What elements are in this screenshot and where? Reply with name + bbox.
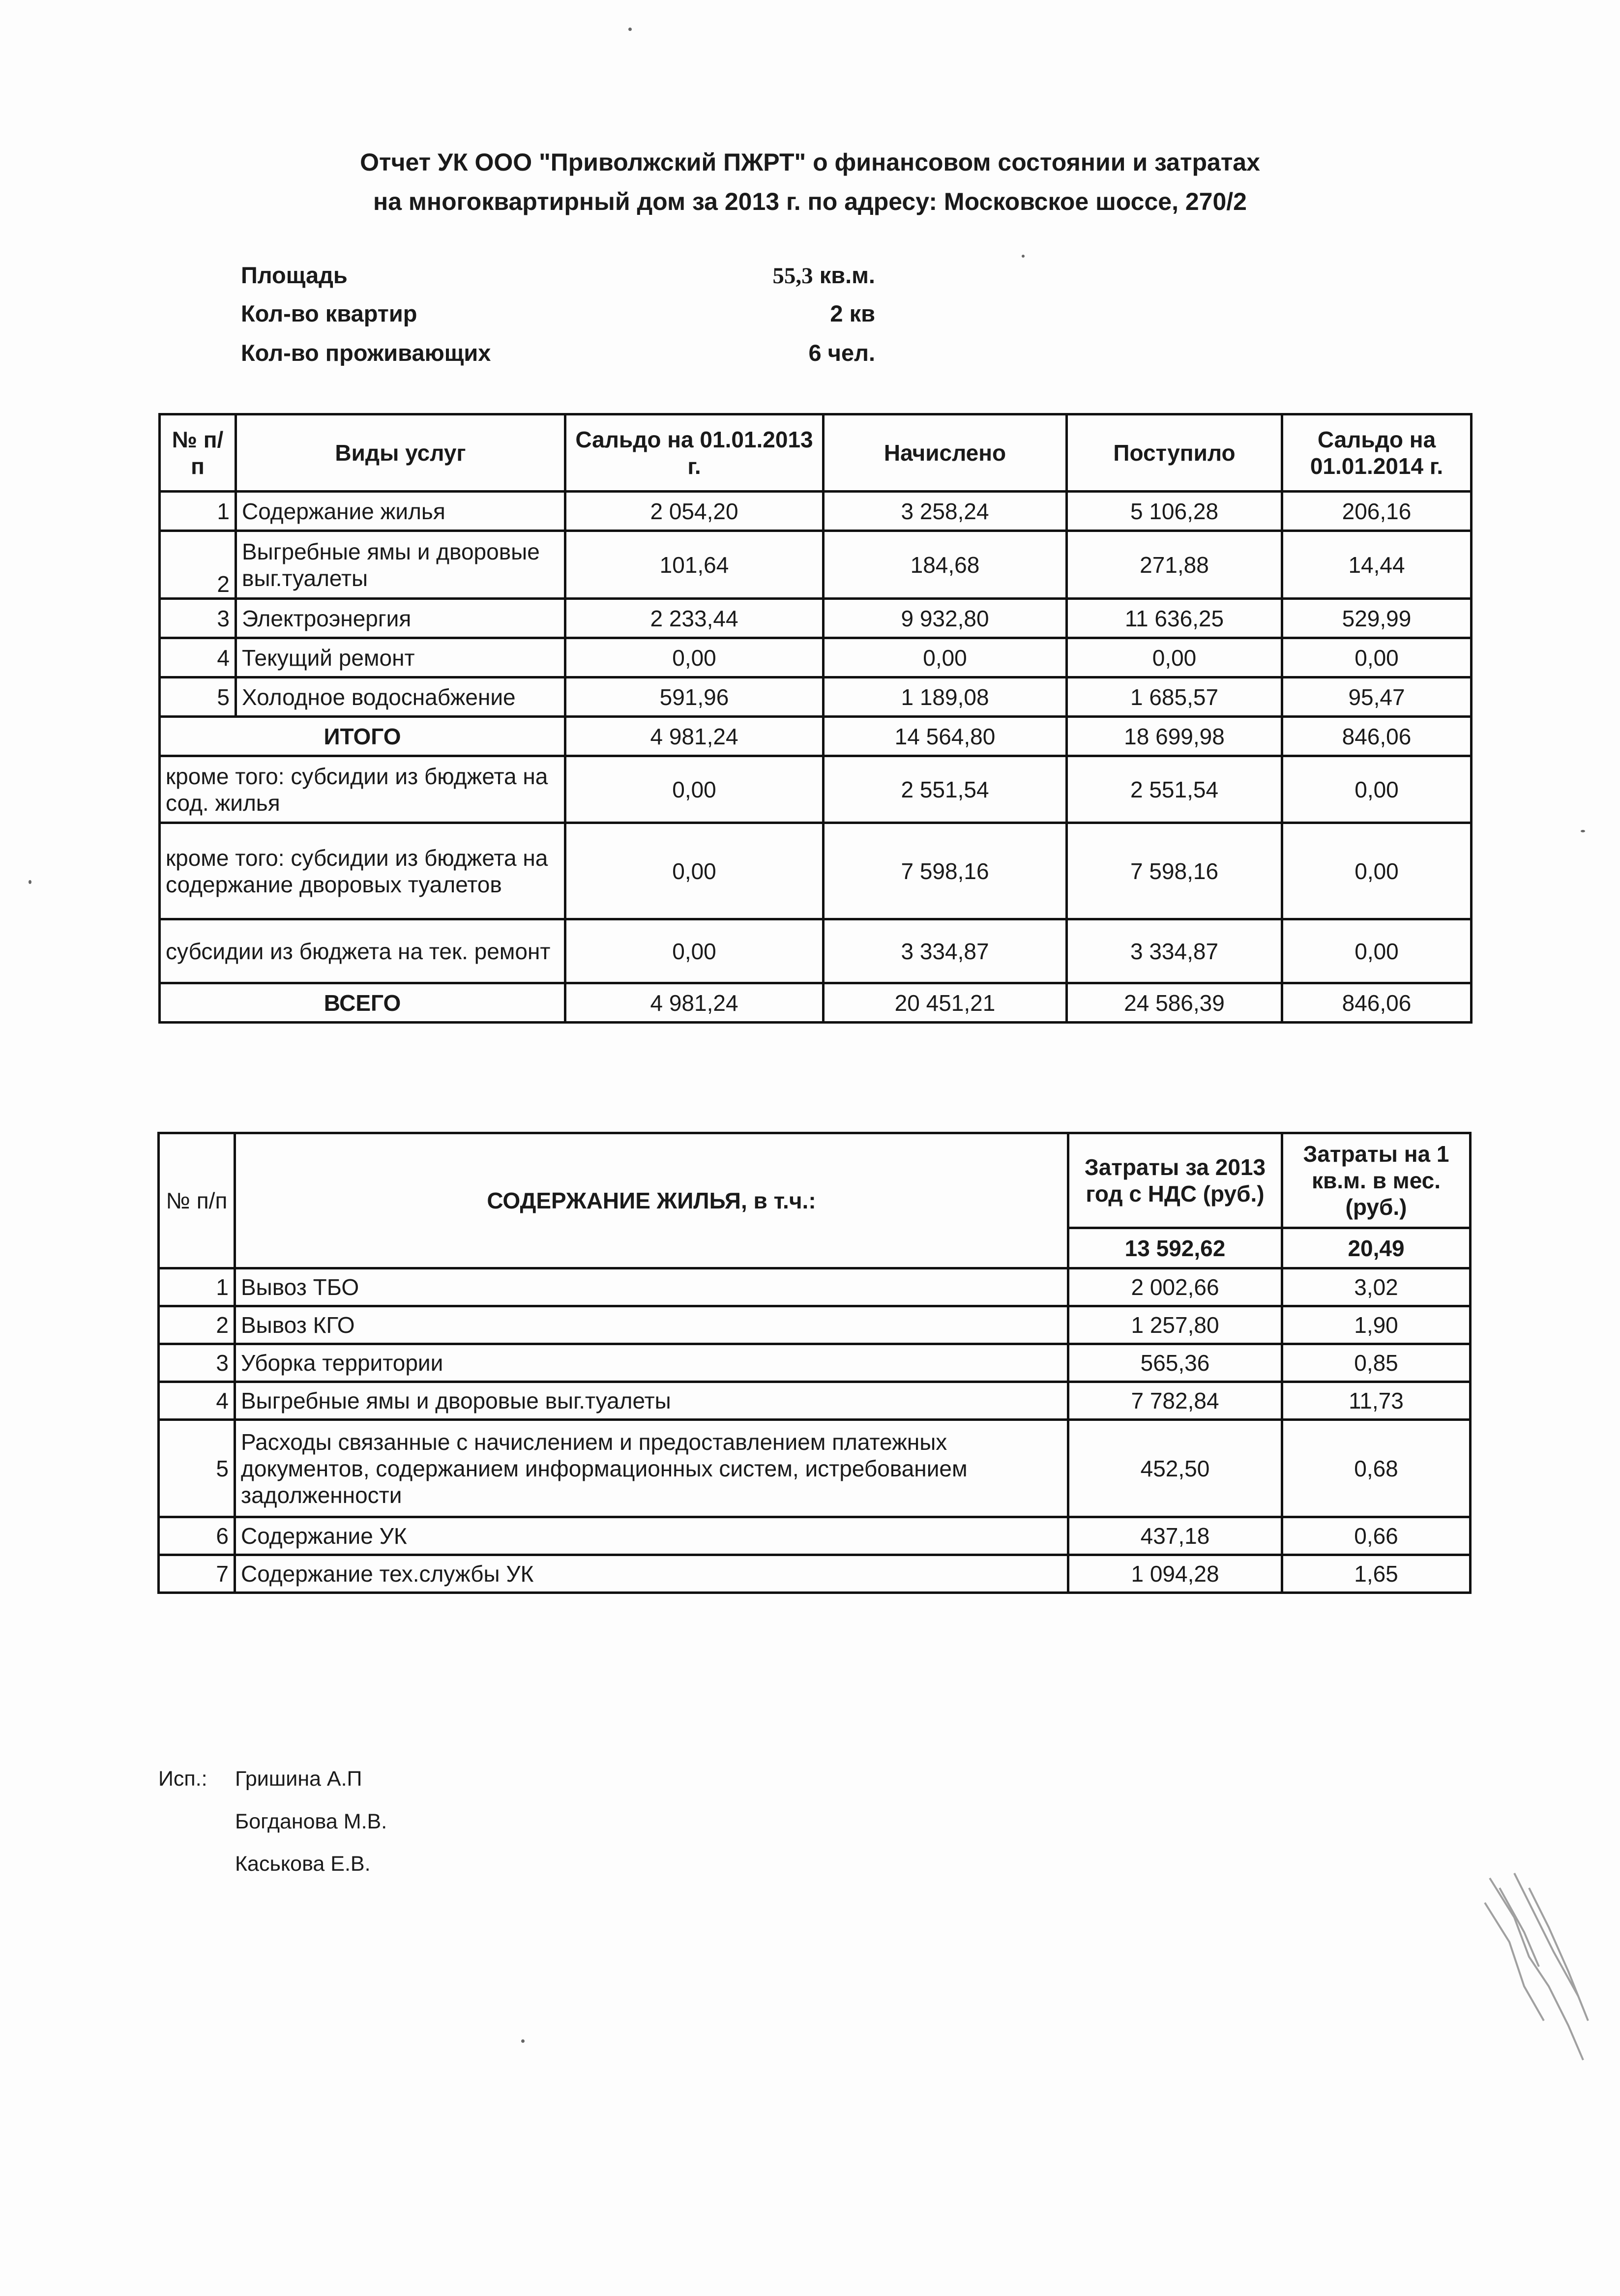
table-row — [159, 1268, 1471, 1306]
row-saldo-end: 0,00 — [1282, 638, 1472, 677]
subsidy-label: кроме того: субсидии из бюджета на содержание дворовых туалетов — [160, 823, 565, 919]
subsidy-received: 2 551,54 — [1067, 756, 1282, 823]
cost-row-name: Выгребные ямы и дворовые выг.туалеты — [235, 1382, 1068, 1420]
cost-row-monthly: 0,85 — [1282, 1344, 1471, 1382]
row-saldo-start: 2 233,44 — [565, 599, 824, 638]
residents-number: 6 — [808, 340, 822, 366]
row-num: 4 — [160, 638, 236, 677]
row-service: Содержание жилья — [236, 492, 565, 531]
table-row — [160, 638, 1472, 677]
apartments-label: Кол-во квартир — [241, 300, 417, 326]
subsidy-saldo-start: 0,00 — [565, 919, 824, 983]
subsidy-row — [160, 823, 1472, 919]
row-charged: 0,00 — [824, 638, 1067, 677]
row-charged: 3 258,24 — [824, 492, 1067, 531]
subsidy-label: кроме того: субсидии из бюджета на сод. жилья — [160, 756, 565, 823]
row-saldo-start: 2 054,20 — [565, 492, 824, 531]
cost-row-name: Вывоз КГО — [235, 1306, 1068, 1344]
total-row — [160, 717, 1472, 756]
scan-speck — [628, 28, 632, 31]
scan-speck — [1581, 830, 1585, 832]
row-num: 2 — [160, 531, 236, 599]
report-title-line1: Отчет УК ООО "Приволжский ПЖРТ" о финансовом состоянии и затратах — [360, 148, 1260, 176]
row-service: Выгребные ямы и дворовые выг.туалеты — [236, 531, 565, 599]
residents-unit: чел. — [827, 340, 875, 366]
grand-total-label: ВСЕГО — [160, 983, 565, 1023]
cost-total-monthly: 20,49 — [1282, 1228, 1471, 1268]
total-saldo-end: 846,06 — [1282, 717, 1472, 756]
row-received: 271,88 — [1067, 531, 1282, 599]
cost-row-monthly: 0,66 — [1282, 1517, 1471, 1555]
table-row — [160, 599, 1472, 638]
subsidy-row — [160, 919, 1472, 983]
subsidy-row — [160, 756, 1472, 823]
row-service: Холодное водоснабжение — [236, 677, 565, 717]
residents-label: Кол-во проживающих — [241, 340, 491, 366]
row-received: 0,00 — [1067, 638, 1282, 677]
subsidy-saldo-end: 0,00 — [1282, 756, 1472, 823]
table-row — [160, 492, 1472, 531]
row-received: 11 636,25 — [1067, 599, 1282, 638]
cost-row-name: Содержание УК — [235, 1517, 1068, 1555]
area-number: 55,3 — [772, 263, 813, 289]
area-value — [767, 261, 875, 291]
cost-row-name: Содержание тех.службы УК — [235, 1555, 1068, 1593]
table-row — [159, 1517, 1471, 1555]
cost-header-monthly: Затраты на 1 кв.м. в мес. (руб.) — [1282, 1133, 1471, 1228]
grand-total-saldo-end: 846,06 — [1282, 983, 1472, 1023]
header-saldo-start: Сальдо на 01.01.2013 г. — [565, 414, 824, 492]
cost-row-year: 2 002,66 — [1068, 1268, 1282, 1306]
row-received: 5 106,28 — [1067, 492, 1282, 531]
grand-total-saldo-start: 4 981,24 — [565, 983, 824, 1023]
cost-row-monthly: 1,90 — [1282, 1306, 1471, 1344]
cost-row-num: 4 — [159, 1382, 235, 1420]
row-saldo-start: 591,96 — [565, 677, 824, 717]
row-num: 5 — [160, 677, 236, 717]
row-saldo-end: 95,47 — [1282, 677, 1472, 717]
cost-row-year: 452,50 — [1068, 1420, 1282, 1517]
row-saldo-end: 529,99 — [1282, 599, 1472, 638]
finance-table — [158, 413, 1473, 1024]
header-num: № п/п — [160, 414, 236, 492]
grand-total-received: 24 586,39 — [1067, 983, 1282, 1023]
cost-row-num: 7 — [159, 1555, 235, 1593]
header-charged: Начислено — [824, 414, 1067, 492]
subsidy-charged: 2 551,54 — [824, 756, 1067, 823]
cost-table — [157, 1132, 1472, 1594]
cost-row-year: 565,36 — [1068, 1344, 1282, 1382]
row-num: 1 — [160, 492, 236, 531]
finance-header-row — [160, 414, 1472, 492]
total-label: ИТОГО — [160, 717, 565, 756]
header-saldo-end: Сальдо на 01.01.2014 г. — [1282, 414, 1472, 492]
subsidy-saldo-start: 0,00 — [565, 823, 824, 919]
subsidy-saldo-end: 0,00 — [1282, 919, 1472, 983]
cost-header-row — [159, 1133, 1471, 1228]
cost-row-year: 437,18 — [1068, 1517, 1282, 1555]
row-saldo-end: 206,16 — [1282, 492, 1472, 531]
report-title-line2: на многоквартирный дом за 2013 г. по адресу: Московское шоссе, 270/2 — [373, 188, 1247, 215]
table-row — [160, 531, 1472, 599]
cost-row-num: 1 — [159, 1268, 235, 1306]
area-label: Площадь — [241, 262, 348, 288]
row-saldo-start: 0,00 — [565, 638, 824, 677]
subsidy-saldo-start: 0,00 — [565, 756, 824, 823]
total-saldo-start: 4 981,24 — [565, 717, 824, 756]
cost-header-num: № п/п — [159, 1133, 235, 1268]
row-service: Электроэнергия — [236, 599, 565, 638]
subsidy-label: субсидии из бюджета на тек. ремонт — [160, 919, 565, 983]
row-saldo-end: 14,44 — [1282, 531, 1472, 599]
scan-speck — [29, 880, 31, 884]
cost-total-year: 13 592,62 — [1068, 1228, 1282, 1268]
row-service: Текущий ремонт — [236, 638, 565, 677]
table-row — [159, 1555, 1471, 1593]
cost-row-num: 5 — [159, 1420, 235, 1517]
cost-row-name: Расходы связанные с начислением и предоставлением платежных документов, содержанием информационных систем, истребованием задолженности — [235, 1420, 1068, 1517]
subsidy-charged: 3 334,87 — [824, 919, 1067, 983]
apartments-value — [767, 299, 875, 328]
cost-row-monthly: 1,65 — [1282, 1555, 1471, 1593]
scan-speck — [521, 2039, 525, 2043]
total-received: 18 699,98 — [1067, 717, 1282, 756]
apartments-unit: кв — [849, 300, 875, 326]
cost-header-year: Затраты за 2013 год с НДС (руб.) — [1068, 1133, 1282, 1228]
subsidy-received: 3 334,87 — [1067, 919, 1282, 983]
table-row — [159, 1344, 1471, 1382]
table-row — [159, 1382, 1471, 1420]
cost-row-name: Уборка территории — [235, 1344, 1068, 1382]
grand-total-row — [160, 983, 1472, 1023]
table-row — [160, 677, 1472, 717]
signature-name: Гришина А.П — [235, 1767, 362, 1791]
table-row — [159, 1306, 1471, 1344]
row-num: 3 — [160, 599, 236, 638]
cost-row-num: 2 — [159, 1306, 235, 1344]
cost-row-monthly: 3,02 — [1282, 1268, 1471, 1306]
cost-row-monthly: 11,73 — [1282, 1382, 1471, 1420]
row-charged: 184,68 — [824, 531, 1067, 599]
row-charged: 9 932,80 — [824, 599, 1067, 638]
row-charged: 1 189,08 — [824, 677, 1067, 717]
row-received: 1 685,57 — [1067, 677, 1282, 717]
header-received: Поступило — [1067, 414, 1282, 492]
scan-speck — [1022, 255, 1025, 258]
subsidy-received: 7 598,16 — [1067, 823, 1282, 919]
cost-row-year: 7 782,84 — [1068, 1382, 1282, 1420]
smudge-mark — [1455, 1858, 1603, 2070]
residents-value — [767, 338, 875, 368]
total-charged: 14 564,80 — [824, 717, 1067, 756]
apartments-number: 2 — [830, 300, 843, 326]
area-unit: кв.м. — [819, 262, 875, 288]
header-service: Виды услуг — [236, 414, 565, 492]
cost-row-year: 1 094,28 — [1068, 1555, 1282, 1593]
signatures-label: Исп.: — [158, 1767, 207, 1791]
signature-name: Каськова Е.В. — [235, 1852, 371, 1876]
table-row — [159, 1420, 1471, 1517]
cost-row-num: 6 — [159, 1517, 235, 1555]
subsidy-charged: 7 598,16 — [824, 823, 1067, 919]
cost-row-year: 1 257,80 — [1068, 1306, 1282, 1344]
grand-total-charged: 20 451,21 — [824, 983, 1067, 1023]
cost-row-name: Вывоз ТБО — [235, 1268, 1068, 1306]
row-saldo-start: 101,64 — [565, 531, 824, 599]
subsidy-saldo-end: 0,00 — [1282, 823, 1472, 919]
cost-header-title: СОДЕРЖАНИЕ ЖИЛЬЯ, в т.ч.: — [235, 1133, 1068, 1268]
cost-row-monthly: 0,68 — [1282, 1420, 1471, 1517]
signature-name: Богданова М.В. — [235, 1810, 387, 1833]
cost-row-num: 3 — [159, 1344, 235, 1382]
